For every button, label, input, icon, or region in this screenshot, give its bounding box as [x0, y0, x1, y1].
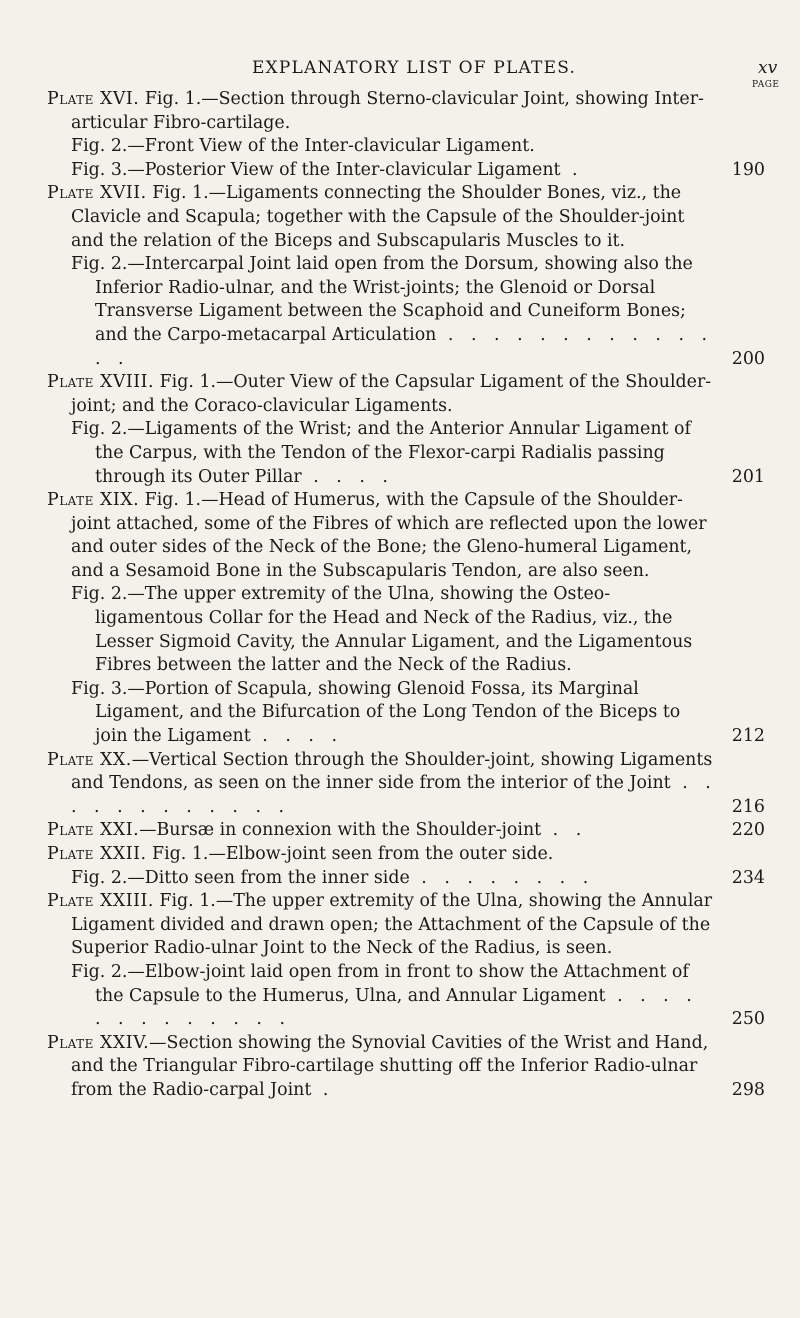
running-head: EXPLANATORY LIST OF PLATES. [251, 58, 577, 78]
list-item [47, 678, 765, 749]
entry-text: Fig. 1.—Ligaments connecting the Shoulder Bones, viz., the Clavicle and Scapula; together with the Capsule of the Shoulder-joint and the relation of the Biceps and Subscapularis Muscles to it. [71, 183, 685, 251]
entry-text: Fig. 3.—Posterior View of the Inter-clavicular Ligament [71, 159, 561, 180]
entry-page: 212 [731, 726, 765, 747]
dot-leaders: . . . . . . . . . . . . [71, 773, 717, 817]
plate-label: Plate XX. [47, 749, 132, 770]
entry-page: 216 [731, 796, 765, 817]
entry-text: Fig. 1.—Outer View of the Capsular Ligament of the Shoulder-joint; and the Coraco-clavicular Ligaments. [71, 372, 712, 416]
plate-label: Plate XXIII. [47, 891, 154, 912]
dot-leaders: . . . . . . . . [409, 867, 595, 888]
list-item [47, 749, 765, 820]
entry-page: 298 [731, 1079, 765, 1100]
entry-page: 234 [731, 867, 765, 888]
plate-label: Plate XXI. [47, 820, 140, 841]
plate-list [47, 88, 765, 1103]
list-item [47, 583, 765, 677]
entry-page: 220 [731, 820, 765, 841]
list-item [47, 135, 765, 159]
entry-text: Fig. 2.—Intercarpal Joint laid open from the Dorsum, showing also the Inferior Radio-ulnar, and the Wrist-joints; the Glenoid or Dorsal Transverse Ligament between the Scaphoid and Cuneiform Bones; and the Carpo-metacarpal Articulation [71, 254, 693, 345]
entry-text: Fig. 1.—The upper extremity of the Ulna, showing the Annular Ligament divided and drawn open; the Attachment of the Capsule of the Superior Radio-ulnar Joint to the Neck of the Radius, is seen. [71, 891, 713, 959]
entry-text: Fig. 2.—Elbow-joint laid open from in front to show the Attachment of the Capsule to the Humerus, Ulna, and Annular Ligament [71, 961, 689, 1006]
entry-text: Fig. 3.—Portion of Scapula, showing Glenoid Fossa, its Marginal Ligament, and the Bifurcation of the Long Tendon of the Biceps to join the Ligament [71, 678, 681, 747]
entry-page: 250 [731, 1009, 765, 1030]
entry-text: Fig. 2.—Ditto seen from the inner side [71, 867, 410, 888]
page-column-label: PAGE [752, 80, 780, 90]
plate-label: Plate XVIII. [47, 372, 155, 393]
entry-page: 190 [731, 159, 765, 180]
plate-label: Plate XXII. [47, 844, 147, 864]
entry-text: Fig. 1.—Section through Sterno-clavicular Joint, showing Inter-articular Fibro-cartilage. [71, 89, 704, 133]
dot-leaders: . . . . [250, 726, 343, 747]
list-item [47, 88, 765, 135]
entry-text: —Vertical Section through the Shoulder-joint, showing Ligaments and Tendons, as seen on the inner side from the interior of the Joint [71, 749, 713, 794]
list-item [47, 1032, 765, 1103]
plate-label: Plate XIX. [47, 490, 140, 511]
entry-page: 201 [731, 466, 765, 487]
entry-text: Fig. 2.—The upper extremity of the Ulna, showing the Osteo-ligamentous Collar for the Head and Neck of the Radius, viz., the Lesser Sigmoid Cavity, the Annular Ligament, and the Ligamentous Fibres between the latter and the Neck of the Radius. [71, 584, 693, 676]
entry-text: —Bursæ in connexion with the Shoulder-joint [139, 820, 542, 841]
dot-leaders: . . . . [301, 466, 394, 487]
list-item [47, 253, 765, 371]
plate-label: Plate XVI. [47, 89, 140, 109]
dot-leaders: . [311, 1079, 335, 1100]
list-item [47, 159, 765, 183]
dot-leaders: . . . . . . . . . . . . . [95, 985, 698, 1030]
list-item [47, 489, 765, 583]
entry-text: Fig. 1.—Elbow-joint seen from the outer side. [152, 844, 554, 864]
list-item [47, 890, 765, 961]
entry-text: Fig. 2.—Front View of the Inter-clavicular Ligament. [71, 136, 535, 157]
list-item [47, 182, 765, 253]
entry-page: 200 [731, 348, 765, 369]
list-item [47, 867, 765, 891]
entry-text: —Section showing the Synovial Cavities of the Wrist and Hand, and the Triangular Fibro-cartilage shutting off the Inferior Radio-ulnar from the Radio-carpal Joint [71, 1032, 709, 1100]
entry-text: Fig. 1.—Head of Humerus, with the Capsule of the Shoulder-joint attached, some of the Fibres of which are reflected upon the lower and outer sides of the Neck of the Bone; the Gleno-humeral Ligament, and a Sesamoid Bone in the Subscapularis Tendon, are also seen. [71, 490, 707, 581]
entry-text: Fig. 2.—Ligaments of the Wrist; and the Anterior Annular Ligament of the Carpus, with the Tendon of the Flexor-carpi Radialis passing through its Outer Pillar [71, 419, 691, 487]
dot-leaders: . . [541, 820, 588, 841]
list-item [47, 819, 765, 843]
plate-label: Plate XXIV. [47, 1032, 150, 1053]
list-item [47, 961, 765, 1032]
plate-label: Plate XVII. [47, 183, 147, 204]
dot-leaders: . . . . . . . . . . . . . . [95, 324, 714, 369]
list-item [47, 371, 765, 418]
list-item [47, 418, 765, 489]
page-number: xv [758, 58, 778, 78]
dot-leaders: . [560, 159, 584, 180]
list-item [47, 843, 765, 867]
